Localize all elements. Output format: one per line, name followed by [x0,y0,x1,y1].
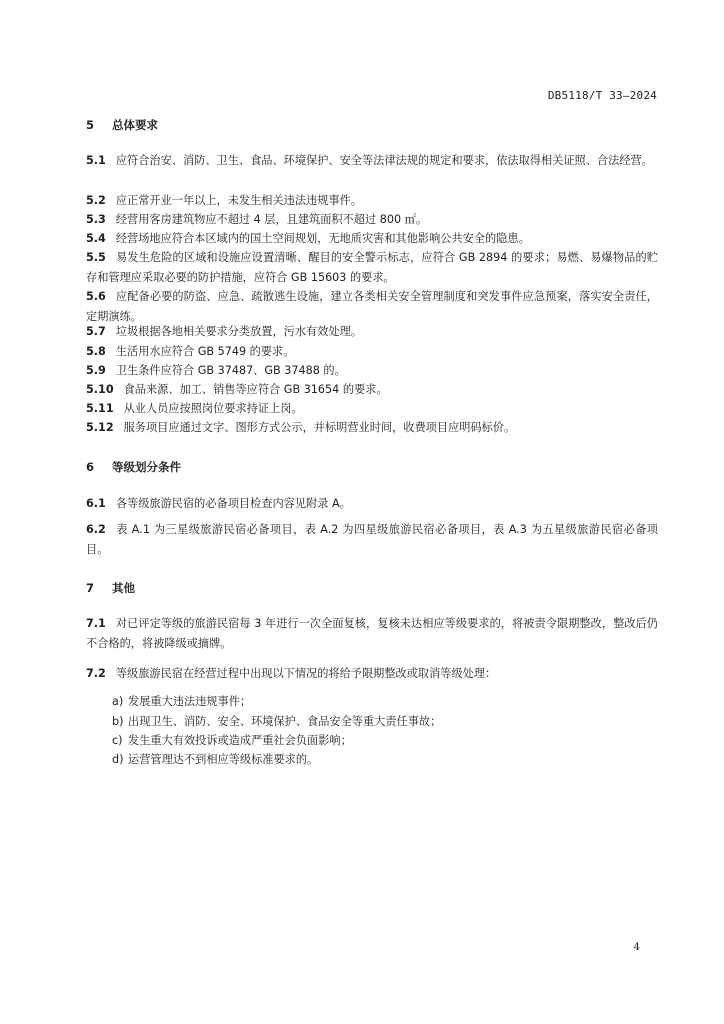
clause-text: 等级旅游民宿在经营过程中出现以下情况的将给予限期整改或取消等级处理： [115,667,497,680]
clause-number: 5.11 [86,402,114,415]
clause-5-10 [86,380,658,400]
list-marker: d) [112,753,124,766]
clause-number: 6.1 [86,497,106,510]
clause-number: 5.10 [86,383,114,396]
clause-5-8 [86,342,658,362]
clause-number: 5.12 [86,421,114,434]
section-title: 等级划分条件 [112,460,182,474]
document-header-id: DB5118/T 33—2024 [547,89,657,102]
clause-6-2 [86,520,658,560]
clause-text: 应配备必要的防盗、应急、疏散逃生设施，建立各类相关安全管理制度和突发事件应急预案，落实安全责任，定期演练。 [86,290,658,323]
list-item-a [112,692,658,712]
clause-number: 5.3 [86,213,106,226]
clause-number: 5.6 [86,290,106,303]
clause-number: 7.1 [86,617,106,630]
clause-text: 应正常开业一年以上，未发生相关违法违规事件。 [115,194,362,207]
list-text: 运营管理达不到相应等级标准要求的。 [128,753,319,766]
clause-number: 5.8 [86,345,106,358]
clause-number: 5.4 [86,232,106,245]
list-item-c [112,731,658,751]
section-number: 5 [86,118,95,132]
list-item-d [112,750,658,770]
clause-text: 各等级旅游民宿的必备项目检查内容见附录 A。 [115,497,351,510]
list-marker: b) [112,715,124,728]
clause-number: 6.2 [86,523,106,536]
page-number: 4 [633,941,640,953]
clause-text: 卫生条件应符合 GB 37487、GB 37488 的。 [115,364,346,377]
list-marker: c) [112,734,123,747]
list-text: 出现卫生、消防、安全、环境保护、食品安全等重大责任事故； [128,715,442,728]
section-title: 总体要求 [112,118,159,132]
clause-text: 应符合治安、消防、卫生、食品、环境保护、安全等法律法规的规定和要求，依法取得相关证照、合法经营。 [115,154,653,167]
clause-5-3 [86,210,658,230]
clause-5-12 [86,418,658,438]
section-heading-7 [86,580,135,596]
clause-text: 经营场地应符合本区域内的国土空间规划，无地质灾害和其他影响公共安全的隐患。 [115,232,530,245]
clause-number: 5.7 [86,325,106,338]
list-item-b [112,712,658,732]
list-text: 发生重大有效投诉或造成严重社会负面影响； [128,734,352,747]
clause-text: 经营用客房建筑物应不超过 4 层，且建筑面积不超过 800 ㎡。 [115,213,428,226]
clause-number: 5.5 [86,251,106,264]
section-heading-6 [86,459,181,475]
clause-text: 表 A.1 为三星级旅游民宿必备项目，表 A.2 为四星级旅游民宿必备项目，表 A.3 为五星级旅游民宿必备项目。 [86,523,658,556]
clause-5-1 [86,151,658,171]
section-title: 其他 [112,581,136,595]
list-text: 发展重大违法违规事件； [128,695,252,708]
clause-text: 从业人员应按照岗位要求持证上岗。 [123,402,303,415]
section-heading-5 [86,117,158,133]
clause-5-11 [86,399,658,419]
clause-5-9 [86,361,658,381]
clause-5-4 [86,229,658,249]
clause-number: 5.9 [86,364,106,377]
clause-text: 对已评定等级的旅游民宿每 3 年进行一次全面复核，复核未达相应等级要求的，将被责令限期整改，整改后仍不合格的，将被降级或摘牌。 [86,617,658,650]
clause-text: 垃圾根据各地相关要求分类放置，污水有效处理。 [115,325,362,338]
clause-5-7 [86,322,658,342]
section-number: 7 [86,581,95,595]
clause-7-1 [86,614,658,654]
clause-5-2 [86,191,658,211]
clause-text: 易发生危险的区域和设施应设置清晰、醒目的安全警示标志，应符合 GB 2894 的要求；易燃、易爆物品的贮存和管理应采取必要的防护措施，应符合 GB 15603 的要求。 [86,251,658,284]
clause-number: 5.1 [86,154,106,167]
clause-text: 食品来源、加工、销售等应符合 GB 31654 的要求。 [123,383,388,396]
clause-5-5 [86,248,658,288]
clause-number: 7.2 [86,667,106,680]
clause-text: 生活用水应符合 GB 5749 的要求。 [115,345,295,358]
clause-7-2 [86,664,658,684]
list-marker: a) [112,695,124,708]
clause-6-1 [86,494,658,514]
section-number: 6 [86,460,95,474]
clause-number: 5.2 [86,194,106,207]
clause-5-6 [86,287,658,327]
clause-text: 服务项目应通过文字、图形方式公示，并标明营业时间，收费项目应明码标价。 [123,421,516,434]
